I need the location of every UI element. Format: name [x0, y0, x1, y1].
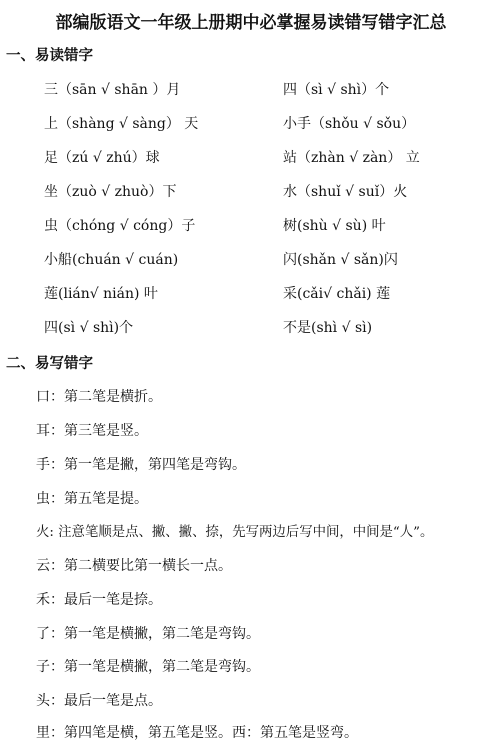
miswritten-item: 手：第一笔是撇，第四笔是弯钩。 — [36, 457, 246, 473]
misread-item: 水（shuǐ √ suǐ）火 — [283, 184, 408, 200]
misread-item: 坐（zuò √ zhuò）下 — [44, 184, 177, 200]
miswritten-item: 耳：第三笔是竖。 — [36, 423, 148, 439]
misread-item: 足（zú √ zhú）球 — [44, 150, 160, 166]
misread-item: 小船(chuán √ cuán) — [44, 252, 179, 268]
misread-item: 四（sì √ shì）个 — [283, 82, 390, 98]
misread-item: 上（shàng √ sàng） 天 — [44, 116, 199, 132]
page-title: 部编版语文一年级上册期中必掌握易读错写错字汇总 — [55, 13, 447, 33]
misread-item: 树(shù √ sù) 叶 — [283, 218, 386, 234]
miswritten-item: 云：第二横要比第一横长一点。 — [36, 558, 232, 574]
misread-item: 虫（chóng √ cóng）子 — [44, 218, 196, 234]
miswritten-item: 禾：最后一笔是捺。 — [36, 592, 162, 608]
miswritten-item: 里：第四笔是横，第五笔是竖。西：第五笔是竖弯。 — [36, 725, 358, 741]
miswritten-item: 口：第二笔是横折。 — [36, 389, 162, 405]
miswritten-item: 子：第一笔是横撇，第二笔是弯钩。 — [36, 659, 260, 675]
misread-item: 四(sì √ shì)个 — [44, 320, 134, 336]
miswritten-item: 火: 注意笔顺是点、撇、撇、捺，先写两边后写中间，中间是“人”。 — [36, 525, 434, 540]
miswritten-item: 头：最后一笔是点。 — [36, 693, 162, 709]
misread-item: 不是(shì √ sì) — [283, 320, 373, 336]
misread-item: 小手（shǒu √ sǒu） — [283, 116, 416, 132]
miswritten-item: 虫：第五笔是提。 — [36, 491, 148, 507]
section-heading-misread: 一、易读错字 — [6, 47, 93, 64]
misread-item: 莲(lián√ nián) 叶 — [44, 286, 158, 302]
misread-item: 三（sān √ shān ）月 — [44, 82, 181, 98]
misread-item: 站（zhàn √ zàn） 立 — [283, 150, 420, 166]
misread-item: 采(cǎi√ chǎi) 莲 — [283, 286, 391, 302]
misread-item: 闪(shǎn √ sǎn)闪 — [283, 252, 398, 268]
section-heading-miswritten: 二、易写错字 — [6, 355, 93, 372]
miswritten-item: 了：第一笔是横撇，第二笔是弯钩。 — [36, 626, 260, 642]
